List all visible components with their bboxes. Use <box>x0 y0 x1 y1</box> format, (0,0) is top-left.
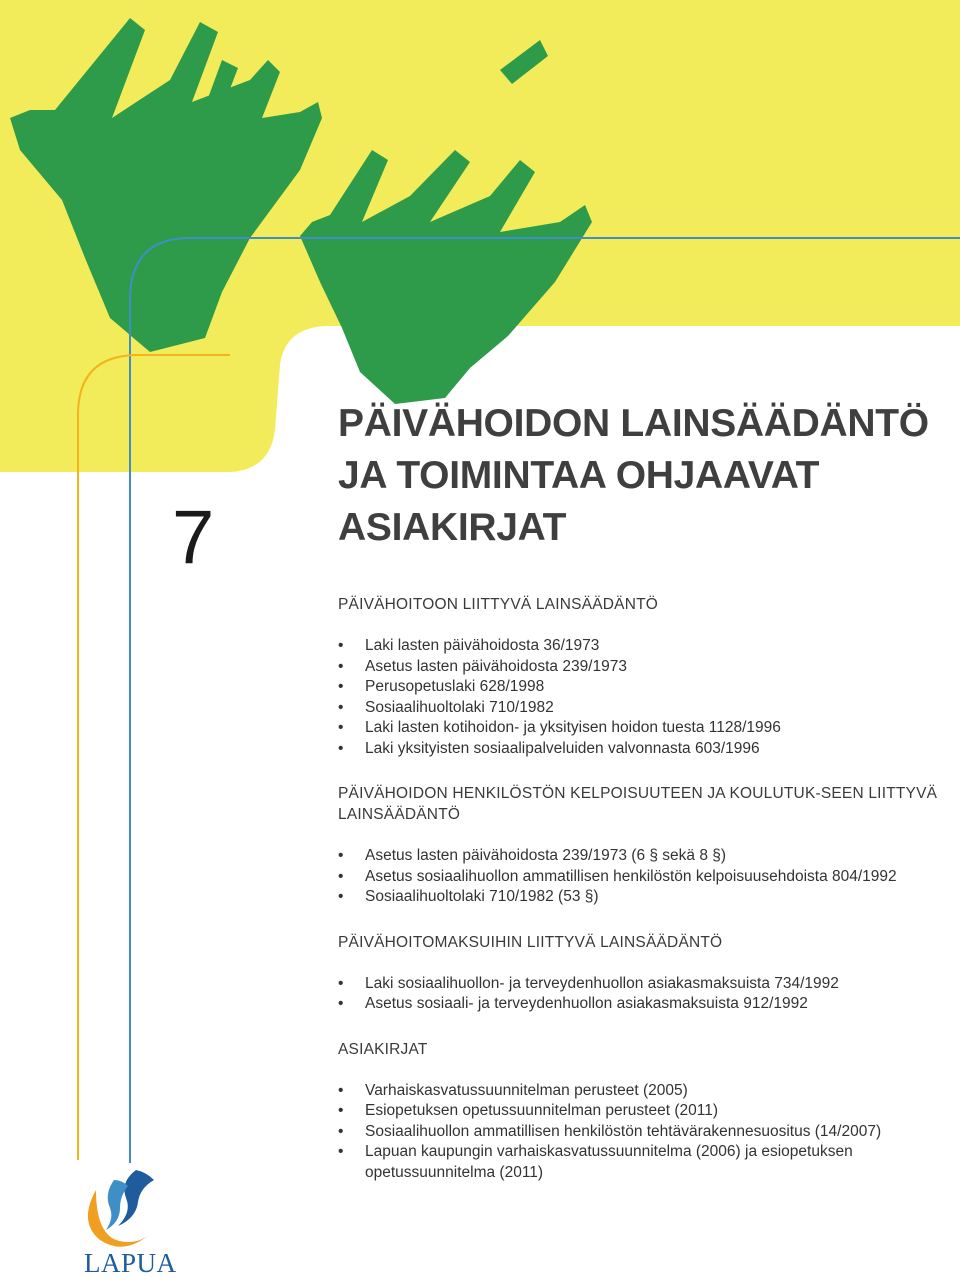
list-item: • Varhaiskasvatussuunnitelman perusteet (2005) <box>338 1081 938 1102</box>
list-item: • Asetus sosiaalihuollon ammatillisen henkilöstön kelpoisuusehdoista 804/1992 <box>338 867 938 888</box>
list-item: • Lapuan kaupungin varhaiskasvatussuunnitelma (2006) ja esiopetuksen opetussuunnitelma (2011) <box>338 1142 938 1183</box>
section-documents <box>338 1039 938 1184</box>
list-item: • Laki sosiaalihuollon- ja terveydenhuollon asiakasmaksuista 734/1992 <box>338 974 938 995</box>
item-list <box>338 1081 938 1184</box>
title-line: JA TOIMINTAA OHJAAVAT <box>338 454 820 497</box>
section-heading: PÄIVÄHOITOON LIITTYVÄ LAINSÄÄDÄNTÖ <box>338 596 659 613</box>
page-title <box>338 398 938 554</box>
logo-blue-wave <box>106 1180 128 1230</box>
section-staff-qualification <box>338 783 938 908</box>
item-list <box>338 636 938 759</box>
list-item: • Sosiaalihuoltolaki 710/1982 <box>338 698 938 719</box>
title-line: ASIAKIRJAT <box>338 506 567 549</box>
list-item: • Asetus sosiaali- ja terveydenhuollon asiakasmaksuista 912/1992 <box>338 994 938 1015</box>
list-item: • Laki yksityisten sosiaalipalveluiden valvonnasta 603/1996 <box>338 739 938 760</box>
item-list <box>338 974 938 1015</box>
section-heading: PÄIVÄHOIDON HENKILÖSTÖN KELPOISUUTEEN JA KOULUTUK-SEEN LIITTYVÄ LAINSÄÄDÄNTÖ <box>338 785 938 823</box>
item-list <box>338 846 938 908</box>
section-heading: ASIAKIRJAT <box>338 1040 428 1058</box>
logo-text: LAPUA <box>84 1248 177 1278</box>
list-item: • Asetus lasten päivähoidosta 239/1973 <box>338 657 938 678</box>
section-daycare-legislation <box>338 594 938 759</box>
chapter-number: 7 <box>172 495 215 580</box>
list-item: • Asetus lasten päivähoidosta 239/1973 (6 § sekä 8 §) <box>338 846 938 867</box>
section-fees-legislation <box>338 932 938 1015</box>
list-item: • Esiopetuksen opetussuunnitelman perusteet (2011) <box>338 1101 938 1122</box>
list-item: • Sosiaalihuollon ammatillisen henkilöstön tehtävärakennesuositus (14/2007) <box>338 1122 938 1143</box>
orange-border-line <box>78 355 230 1160</box>
main-content <box>338 398 938 1207</box>
list-item: • Laki lasten kotihoidon- ja yksityisen hoidon tuesta 1128/1996 <box>338 718 938 739</box>
section-heading: PÄIVÄHOITOMAKSUIHIN LIITTYVÄ LAINSÄÄDÄNTÖ <box>338 933 723 951</box>
list-item: • Perusopetuslaki 628/1998 <box>338 677 938 698</box>
list-item: • Sosiaalihuoltolaki 710/1982 (53 §) <box>338 887 938 908</box>
logo-blue-wave <box>118 1170 154 1226</box>
list-item: • Laki lasten päivähoidosta 36/1973 <box>338 636 938 657</box>
title-line: PÄIVÄHOIDON LAINSÄÄDÄNTÖ <box>338 402 929 445</box>
